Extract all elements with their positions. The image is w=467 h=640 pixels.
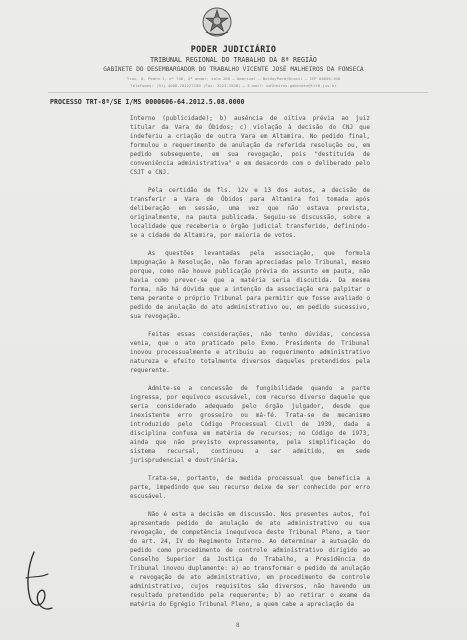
body-paragraph: Admite-se a concessão de fungibilidade quando a parte ingressa, por equívoco escusável, com recurso diverso daquele que seria considerado adequado pelo órgão julgador, desde que inexistente erro grosseiro ou má-fé. Trata-se de mecanismo introduzido pelo Código Processual Civil de 1939, dada a disciplina confusa em matéria de recursos; no Código de 1973, ainda que não previsto expressamente, pela simplificação do sistema recursal, continuou a ser admitido, em sede jurisprudencial e doutrinária.: [130, 385, 370, 464]
body-paragraph: As questões levantadas pela associação, que formula impugnação à Resolução, não foram apreciadas pelo Tribunal, mesmo porque, como não houve publicação prévia do assunto em pauta, não havia como prever-se que a matéria seria discutida. Da mesma forma, não há dúvida que a intenção da associação era palpitar o tema perante o próprio Tribunal para permitir que fosse avaliado o pedido de anulação do ato administrativo ou, em pedido sucessivo, sua revogação.: [130, 250, 370, 320]
header-title: PODER JUDICIÁRIO: [190, 44, 277, 54]
body-paragraph: Feitas essas considerações, não tenho dúvidas, concessa venia, que o ato praticado pelo Exmo. Presidente do Tribunal inovou processualmente e atribuiu ao requerimento administrativo natureza e efeito totalmente diversos daqueles pretendidos pela requerente.: [130, 331, 370, 374]
header-office: GABINETE DO DESEMBARGADOR DO TRABALHO VICENTE JOSÉ MALHEIROS DA FONSECA: [103, 66, 364, 73]
header-court: TRIBUNAL REGIONAL DO TRABALHO DA 8ª REGIÃO: [150, 56, 317, 64]
header-divider: [48, 92, 428, 93]
body-paragraph: Pela certidão de fls. 12v e 13 dos autos, a decisão de transferir a Vara de Óbidos para Altamira foi tomada após deliberação em sessão, uma vez que não estava prevista, originalmente, na pauta publicada. Seguiu-se discussão, sobre a localidade que receberia o órgão judicial transferido, definindo-se a cidade de Altamira, por maioria de votos.: [130, 187, 370, 239]
signature-mark: [20, 548, 60, 614]
brazil-coat-of-arms-icon: [201, 6, 233, 38]
process-number: PROCESSO TRT-8ª/SE I/MS 0000606-64.2012.5.08.0000: [50, 98, 245, 106]
header-address: Trav. D. Pedro I, nº 746, 2º andar, sala 209 – Umarizal – Belém/Pará/Brasil – CEP 66050-100: [126, 76, 341, 81]
page-number: 8: [236, 622, 240, 629]
body-paragraph: Não é esta a decisão em discussão. Nos presentes autos, foi apresentado pedido de anulação de ato administrativo ou sua revogação, de competência inequívoca deste Tribunal Pleno, a teor do art. 24, IV do Regimento Interno. Ao determinar a autuação do pedido como procedimento de controle administrativo dirigido ao Conselho Superior da Justiça do Trabalho, a Presidência do Tribunal inovou duplamente: a) ao transformar o pedido de anulação e revogação de ato administrativo, em procedimento de controle administrativo, cujos requisitos são diversos, não havendo um resultado pretendido pela requerente; b) ao retirar o exame da matéria do Egrégio Tribunal Pleno, a quem cabe a apreciação da: [130, 511, 370, 608]
body-paragraph: Interno (publicidade); b) ausência de oitiva prévia ao juiz titular da Vara de Óbidos; c) violação à decisão do CNJ que indeferiu a criação de outra Vara em Altamira. No pedido final, formulou o requerimento de anulação da referida resolução ou, em pedido subsequente, em sua revogação, pois "destituída de conveniência administrativa" e em desacordo com o deliberado pelo CSJT e CNJ.: [130, 115, 370, 176]
document-body: [130, 114, 370, 618]
body-paragraph: Trata-se, portanto, de medida processual que beneficia a parte, impedindo que seu recurso deixe de ser conhecido por erro escusável.: [130, 475, 370, 500]
header-phone: Telefones: (91) 4008-7012/7199 (Fax: 3223-1926) – E-mail: malheiros.gabinete@trt8.jus.br: [130, 83, 337, 88]
